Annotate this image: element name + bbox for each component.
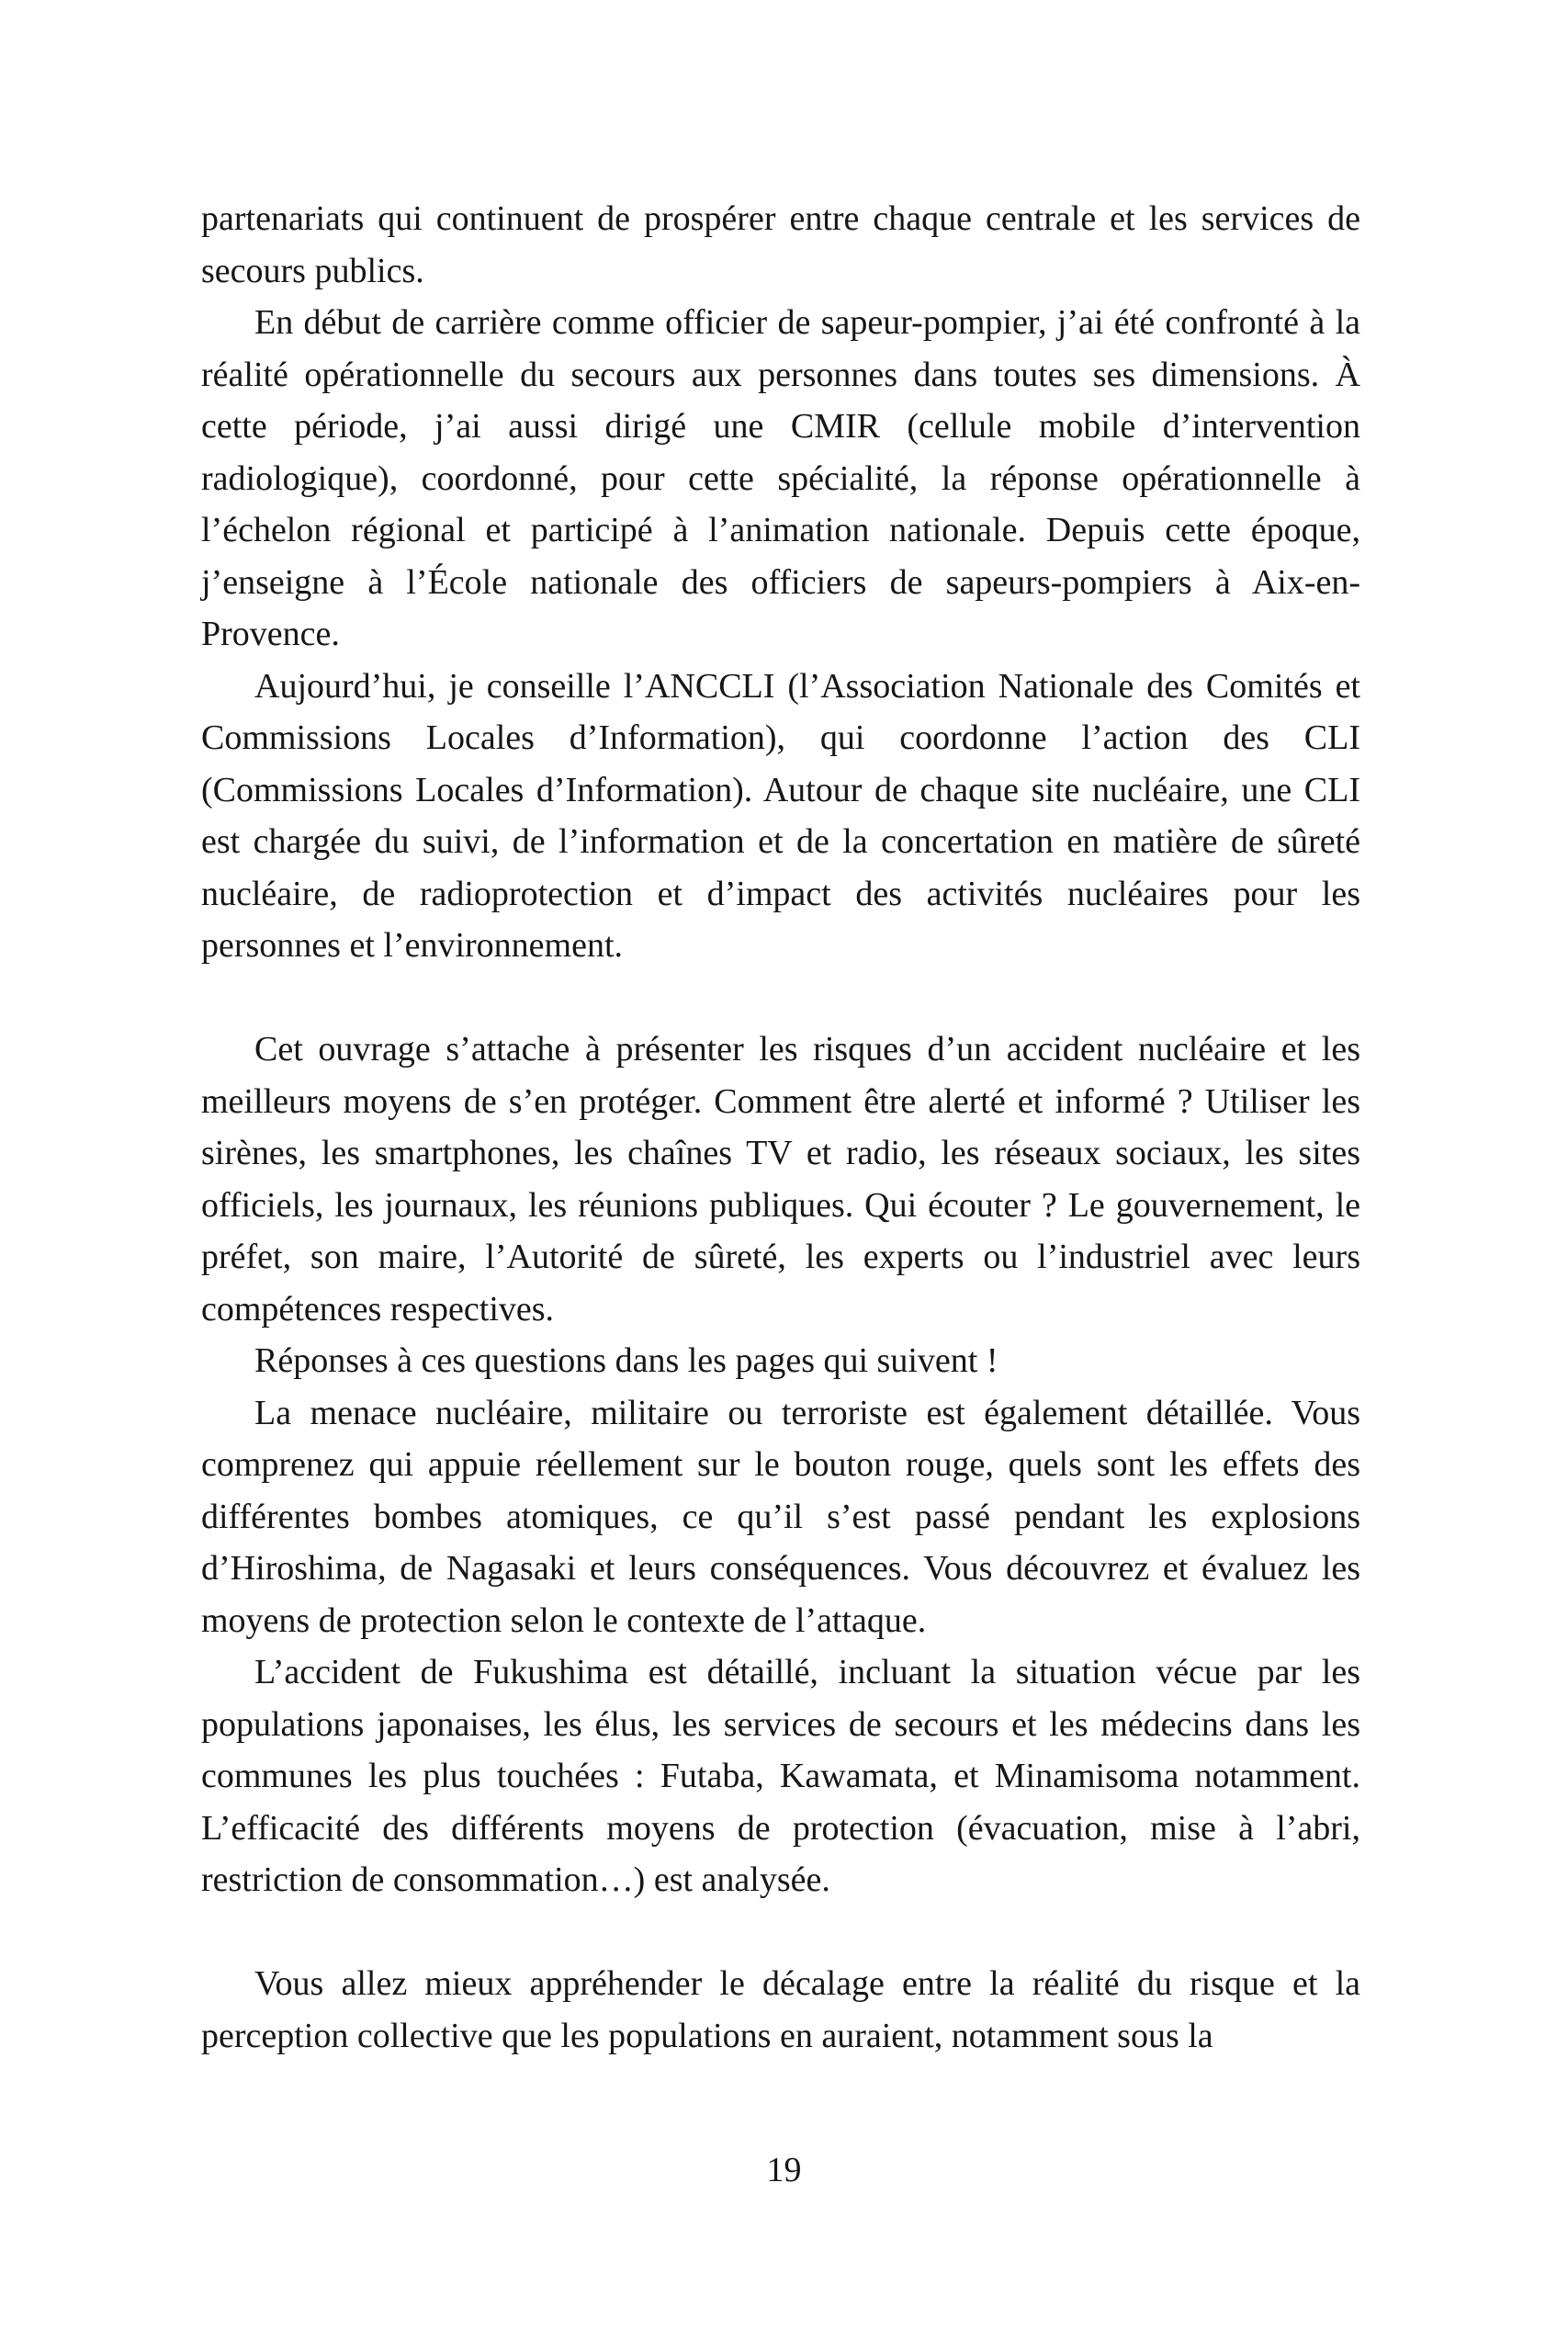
paragraph-continuation: partenariats qui continuent de prospérer entre chaque centrale et les services de secours publics. bbox=[201, 199, 1360, 290]
paragraph-answers: Réponses à ces questions dans les pages qui suivent ! bbox=[254, 1341, 998, 1380]
paragraph-risk-perception: Vous allez mieux appréhender le décalage entre la réalité du risque et la perception collective que les populations en auraient, notamment sous la bbox=[201, 1964, 1360, 2055]
body-text bbox=[201, 193, 1360, 2062]
paragraph-anccli: Aujourd’hui, je conseille l’ANCCLI (l’Association Nationale des Comités et Commissions Locales d’Information), qui coordonne l’action des CLI (Commissions Locales d’Information). Autour de chaque site nucléaire, une CLI est chargée du suivi, de l’information et de la concertation en matière de sûreté nucléaire, de radioprotection et d’impact des activités nucléaires pour les personnes et l’environnement. bbox=[201, 666, 1360, 965]
paragraph-book-purpose: Cet ouvrage s’attache à présenter les risques d’un accident nucléaire et les meilleurs moyens de s’en protéger. Comment être alerté et informé ? Utiliser les sirènes, les smartphones, les chaînes TV et radio, les réseaux sociaux, les sites officiels, les journaux, les réunions publiques. Qui écouter ? Le gouvernement, le préfet, son maire, l’Autorité de sûreté, les experts ou l’industriel avec leurs compétences respectives. bbox=[201, 1030, 1360, 1329]
page-number: 19 bbox=[766, 2151, 802, 2189]
paragraph-career: En début de carrière comme officier de sapeur-pompier, j’ai été confronté à la réalité opérationnelle du secours aux personnes dans toutes ses dimensions. À cette période, j’ai aussi dirigé une CMIR (cellule mobile d’intervention radiologique), coordonné, pour cette spécialité, la réponse opérationnelle à l’échelon régional et participé à l’animation nationale. Depuis cette époque, j’enseigne à l’École nationale des officiers de sapeurs-pompiers à Aix-en-Provence. bbox=[201, 303, 1360, 653]
paragraph-nuclear-threat: La menace nucléaire, militaire ou terroriste est également détaillée. Vous comprenez qui appuie réellement sur le bouton rouge, quels sont les effets des différentes bombes atomiques, ce qu’il s’est passé pendant les explosions d’Hiroshima, de Nagasaki et leurs conséquences. Vous découvrez et évaluez les moyens de protection selon le contexte de l’attaque. bbox=[201, 1393, 1360, 1640]
paragraph-fukushima: L’accident de Fukushima est détaillé, incluant la situation vécue par les populations japonaises, les élus, les services de secours et les médecins dans les communes les plus touchées : Futaba, Kawamata, et Minamisoma notamment. L’efficacité des différents moyens de protection (évacuation, mise à l’abri, restriction de consommation…) est analysée. bbox=[201, 1653, 1360, 1899]
